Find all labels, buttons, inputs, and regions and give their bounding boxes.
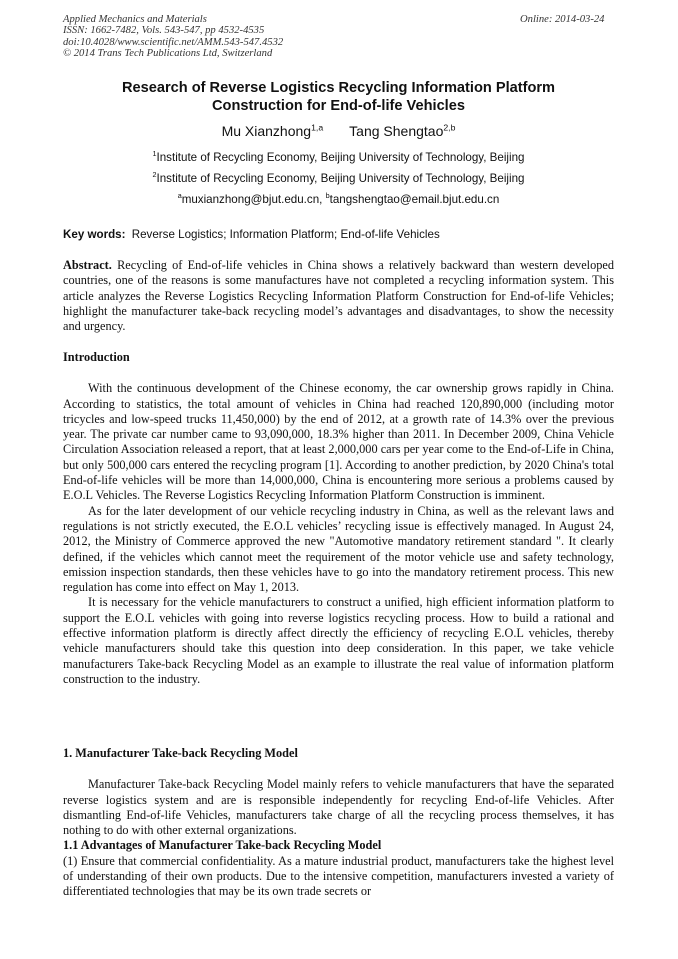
running-header: [63, 14, 283, 60]
author-list: [63, 122, 614, 140]
abstract: [63, 258, 614, 334]
abstract-text: Recycling of End-of-life vehicles in China shows a relatively backward than western developed countries, one of the reasons is some manufactures have not completed a recycling information system. This article analyzes the Reverse Logistics Recycling Information Platform Construction for End-of-life Vehicles; highlight the manufacturer take-back recycling model’s advantages and disadvantages, to show the necessity and urgency.: [63, 258, 614, 334]
section-1-1-paragraph: (1) Ensure that commercial confidentiality. As a mature industrial product, manufacturers take the highest level of understanding of their own products. Due to the intensive competition, manufacturers invested a variety of differentiated technologies that may be its own trade secrets or: [63, 853, 614, 899]
keywords: [63, 228, 614, 242]
email-line: [63, 193, 614, 207]
introduction-section: [63, 350, 614, 687]
affiliation-1: [63, 151, 614, 165]
title-line-1: Research of Reverse Logistics Recycling Information Platform: [121, 80, 556, 96]
author-2-name: Tang Shengtao: [349, 123, 444, 139]
affiliation-1-text: Institute of Recycling Economy, Beijing University of Technology, Beijing: [156, 151, 525, 164]
keywords-text: Reverse Logistics; Information Platform; End-of-life Vehicles: [131, 228, 440, 241]
section-1-heading: 1. Manufacturer Take-back Recycling Model: [63, 746, 298, 760]
section-1-paragraph-1: Manufacturer Take-back Recycling Model mainly refers to vehicle manufacturers that have the separated reverse logistics system and are is responsible independently for recycling End-of-life Vehicles. After dismantling End-of-life Vehicles, manufacturers take charge of all the recycling process themselves, it has nothing to do with other external organizations.: [63, 777, 614, 838]
author-1-affil-mark: 1,a: [311, 122, 324, 133]
online-date: Online: 2014-03-24: [520, 14, 605, 25]
journal-name: Applied Mechanics and Materials: [63, 14, 207, 25]
email-a[interactable]: muxianzhong@bjut.edu.cn,: [181, 193, 326, 206]
section-1: [63, 746, 614, 900]
keywords-label: Key words:: [63, 228, 126, 241]
issn-line: ISSN: 1662-7482, Vols. 543-547, pp 4532-4535: [63, 25, 265, 37]
email-b[interactable]: tangshengtao@email.bjut.edu.cn: [329, 193, 500, 206]
affiliation-2: [63, 172, 614, 186]
paper-title: [63, 79, 614, 115]
abstract-label: Abstract.: [63, 258, 112, 272]
introduction-paragraph-3: It is necessary for the vehicle manufacturers to construct a unified, high efficient information platform to support the E.O.L vehicles with going into reverse logistics recycling process. How to build a rational and effective information platform is directly affect directly the efficiency of recycling E.O.L vehicles, thereby vehicle manufacturers should take this question into deep consideration. In this paper, we take vehicle manufacturers Take-back Recycling Model as an example to illustrate the real value of information platform construction to the industry.: [63, 595, 614, 686]
doi-line: doi:10.4028/www.scientific.net/AMM.543-547.4532: [63, 36, 284, 48]
introduction-heading: Introduction: [63, 350, 130, 364]
section-1-1-heading: 1.1 Advantages of Manufacturer Take-back Recycling Model: [63, 838, 382, 853]
introduction-paragraph-1: With the continuous development of the Chinese economy, the car ownership grows rapidly in China. According to statistics, the total amount of vehicles in China had reached 120,890,000 (including motor tricycles and low-speed trucks 11,450,000) by the end of 2012, at a growth rate of 14.3% over the previous year. The private car number came to 93,090,000, 18.3% higher than 2011. In December 2009, China Vehicle Circulation Association released a report, that at least 2,000,000 cars per year come to the End-of-Life in China, but only 500,000 cars entered the recycling program [1]. According to another prediction, by 2020 China's total End-of-life vehicles will be more than 14,000,000, China is encountering more serious a problems caused by E.O.L Vehicles. The Reverse Logistics Recycling Information Platform Construction is imminent.: [63, 381, 614, 503]
title-line-2: Construction for End-of-life Vehicles: [212, 98, 465, 114]
affiliation-2-mark: 2: [152, 170, 157, 180]
copyright-line: © 2014 Trans Tech Publications Ltd, Switzerland: [63, 48, 273, 60]
affiliation-1-mark: 1: [152, 149, 157, 159]
author-1-name: Mu Xianzhong: [221, 123, 312, 139]
author-2-affil-mark: 2,b: [443, 122, 456, 133]
affiliation-2-text: Institute of Recycling Economy, Beijing University of Technology, Beijing: [156, 172, 525, 185]
email-b-mark: b: [325, 191, 330, 201]
email-a-mark: a: [177, 191, 182, 201]
introduction-paragraph-2: As for the later development of our vehicle recycling industry in China, as well as the relevant laws and regulations is not strictly executed, the E.O.L vehicles’ recycling issue is effectively managed. In August 24, 2012, the Ministry of Commerce approved the new "Automotive mandatory retirement standard ". It clearly defined, if the vehicles which cannot meet the requirement of the motor vehicle use and safety technology, emission inspection standards, then these vehicles have to go into the mandatory retirement process. This new regulation has come into effect on May 1, 2013.: [63, 503, 614, 595]
